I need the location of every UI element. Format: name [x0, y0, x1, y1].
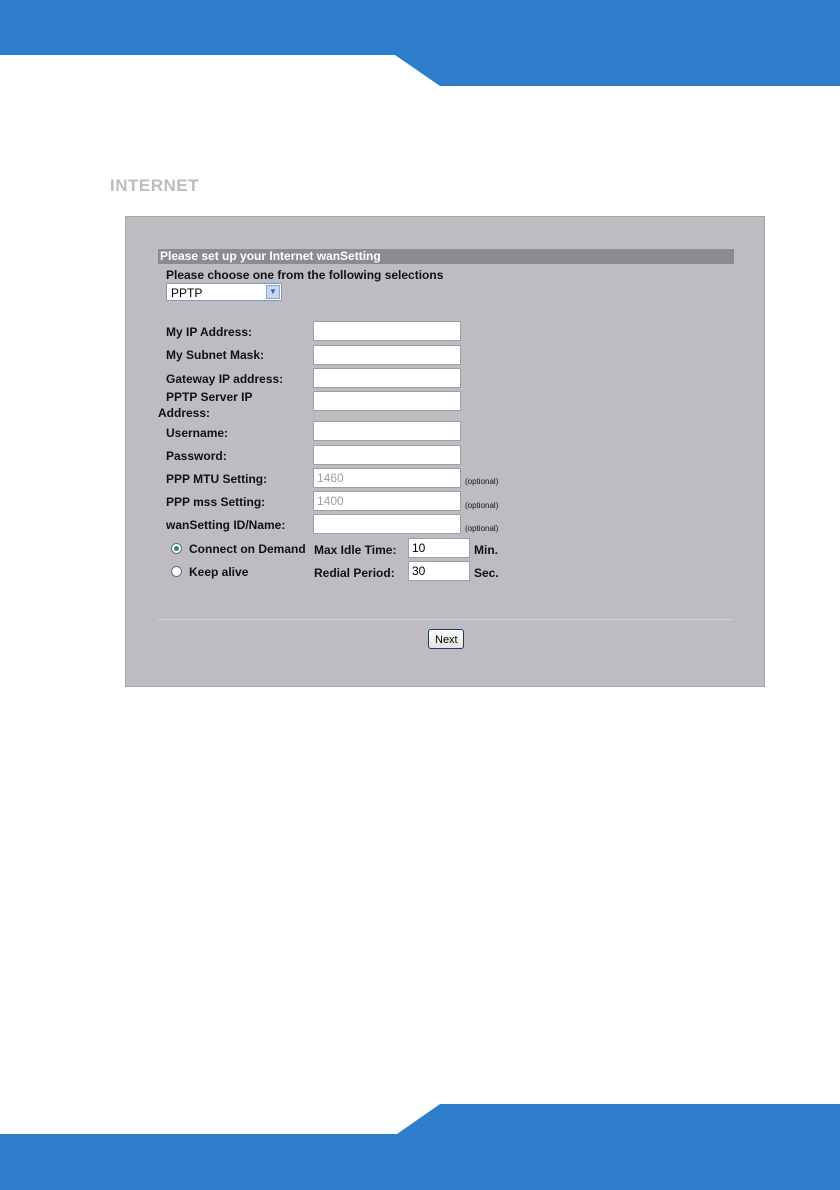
connection-type-value: PPTP [171, 286, 203, 300]
connect-on-demand-radio[interactable] [171, 543, 182, 554]
wan-id-label: wanSetting ID/Name: [166, 518, 286, 532]
wan-id-input[interactable] [313, 514, 461, 534]
password-label: Password: [166, 449, 227, 463]
top-banner [0, 0, 840, 86]
redial-period-unit: Sec. [474, 566, 499, 580]
choose-label: Please choose one from the following selections [166, 268, 444, 282]
password-input[interactable] [313, 445, 461, 465]
max-idle-time-unit: Min. [474, 543, 498, 557]
pptp-server-label-line2: Address: [158, 406, 211, 420]
my-ip-input[interactable] [313, 321, 461, 341]
mtu-input[interactable] [313, 468, 461, 488]
redial-period-input[interactable] [408, 561, 470, 581]
divider [158, 619, 732, 620]
max-idle-time-input[interactable] [408, 538, 470, 558]
my-ip-label: My IP Address: [166, 325, 253, 339]
wan-id-optional-note: (optional) [465, 524, 499, 533]
next-button[interactable]: Next [428, 629, 464, 649]
page-title: INTERNET [110, 176, 199, 195]
keep-alive-radio[interactable] [171, 566, 182, 577]
username-input[interactable] [313, 421, 461, 441]
max-idle-time-label: Max Idle Time: [314, 543, 397, 557]
panel-header: Please set up your Internet wanSetting [158, 249, 734, 264]
gateway-ip-input[interactable] [313, 368, 461, 388]
mtu-optional-note: (optional) [465, 477, 499, 486]
mtu-label: PPP MTU Setting: [166, 472, 268, 486]
subnet-mask-label: My Subnet Mask: [166, 348, 265, 362]
mss-label: PPP mss Setting: [166, 495, 266, 509]
mss-optional-note: (optional) [465, 501, 499, 510]
connection-type-select[interactable] [166, 283, 282, 301]
top-banner-shape [0, 0, 840, 86]
connect-on-demand-label: Connect on Demand [189, 542, 306, 556]
keep-alive-label: Keep alive [189, 565, 249, 579]
username-label: Username: [166, 426, 229, 440]
bottom-banner [0, 1104, 840, 1190]
wan-setting-panel [125, 216, 765, 687]
gateway-ip-label: Gateway IP address: [166, 372, 284, 386]
redial-period-label: Redial Period: [314, 566, 395, 580]
chevron-down-icon[interactable]: ▼ [266, 285, 280, 299]
bottom-banner-shape [0, 1104, 840, 1190]
subnet-mask-input[interactable] [313, 345, 461, 365]
pptp-server-label-line1: PPTP Server IP [166, 390, 253, 404]
mss-input[interactable] [313, 491, 461, 511]
router-setup-screenshot [107, 170, 767, 690]
pptp-server-input[interactable] [313, 391, 461, 411]
